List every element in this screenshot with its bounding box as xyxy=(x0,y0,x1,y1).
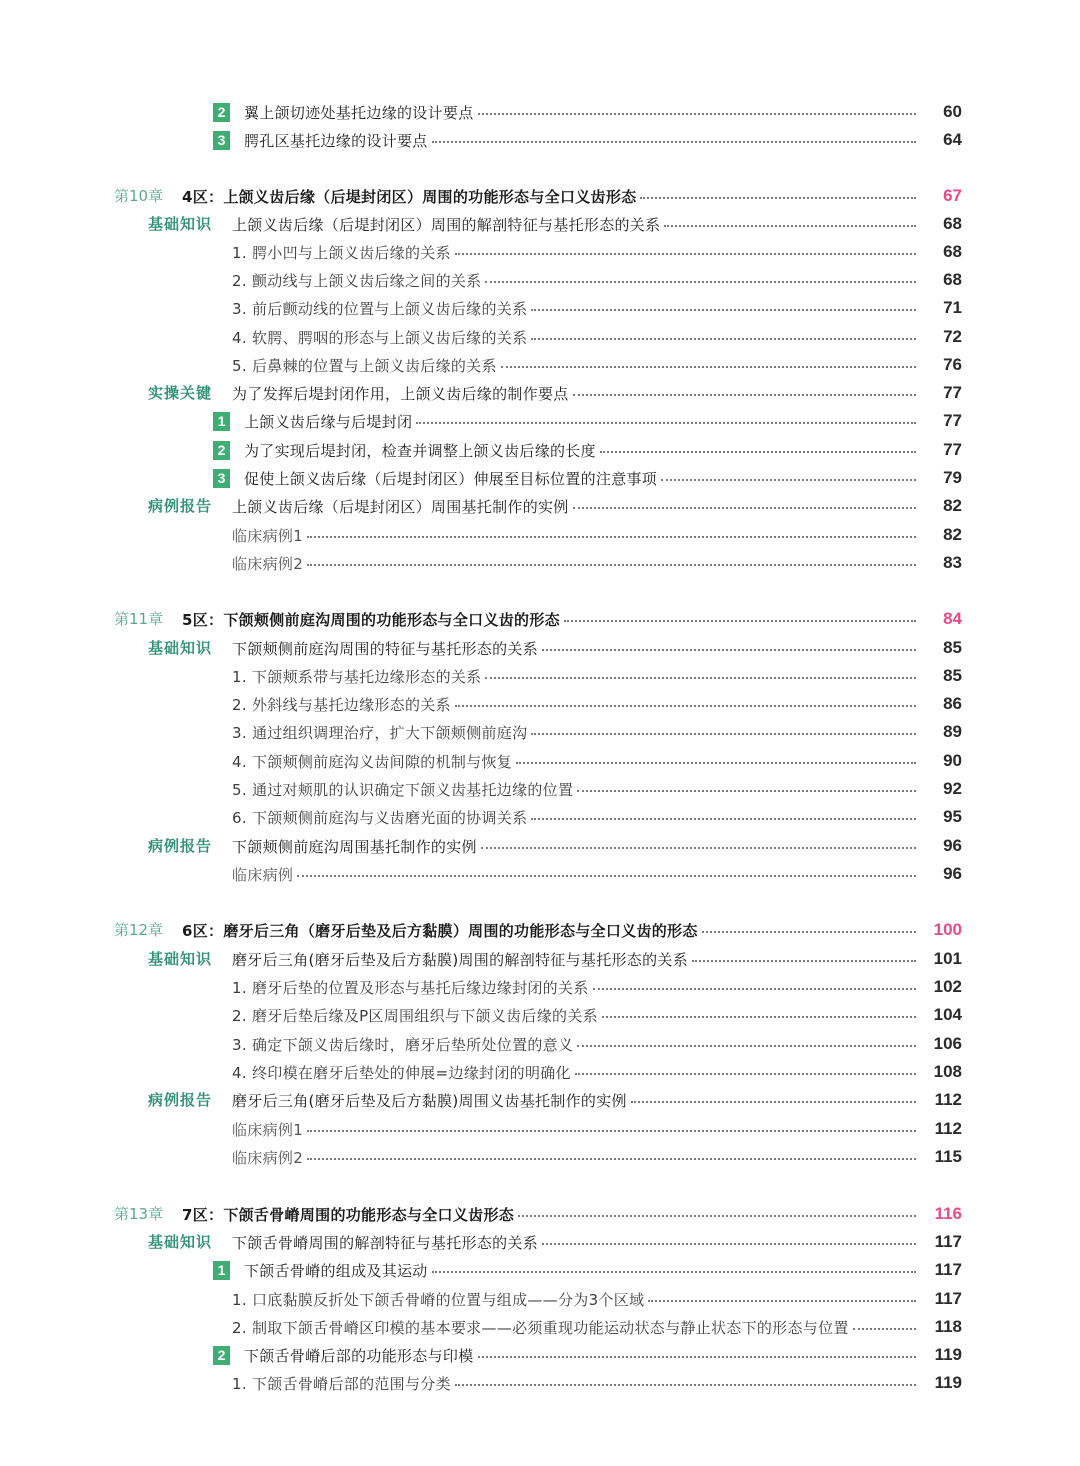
page-number: 117 xyxy=(934,1289,962,1308)
page-number: 116 xyxy=(934,1204,962,1223)
dot-leader xyxy=(297,875,916,877)
entry-title: 下颌颊侧前庭沟周围基托制作的实例 xyxy=(232,837,477,856)
chapter-row xyxy=(182,605,962,633)
entry-title: 6区：磨牙后三角（磨牙后垫及后方黏膜）周围的功能形态与全口义齿的形态 xyxy=(182,921,698,940)
toc-row xyxy=(232,238,962,266)
entry-title: 5. 通过对颊肌的认识确定下颌义齿基托边缘的位置 xyxy=(232,780,574,799)
dot-leader xyxy=(531,733,916,735)
section-label: 病例报告 xyxy=(148,497,213,515)
entry-title: 磨牙后三角(磨牙后垫及后方黏膜)周围的解剖特征与基托形态的关系 xyxy=(232,950,689,969)
page-number: 68 xyxy=(943,242,962,261)
page-number: 96 xyxy=(943,864,962,883)
toc-row xyxy=(213,407,962,435)
toc-row xyxy=(213,126,962,154)
toc-row xyxy=(232,747,962,775)
page-number: 85 xyxy=(943,666,962,685)
subsection-number-badge: 3 xyxy=(213,131,230,150)
subsection-number-badge: 3 xyxy=(213,469,230,488)
dot-leader xyxy=(661,479,916,481)
entry-title: 下颌颊侧前庭沟周围的特征与基托形态的关系 xyxy=(232,639,539,658)
dot-leader xyxy=(455,253,916,255)
page-number: 92 xyxy=(943,779,962,798)
toc-row xyxy=(232,351,962,379)
dot-leader xyxy=(600,451,916,453)
subsection-number-badge: 1 xyxy=(213,412,230,431)
entry-title: 临床病例1 xyxy=(232,1120,304,1139)
toc-row xyxy=(232,718,962,746)
page-number: 118 xyxy=(934,1317,962,1336)
dot-leader xyxy=(432,1271,916,1273)
subsection-number-badge: 2 xyxy=(213,441,230,460)
dot-leader xyxy=(573,394,916,396)
entry-title: 4. 下颌颊侧前庭沟义齿间隙的机制与恢复 xyxy=(232,752,513,771)
toc-row xyxy=(232,1369,962,1397)
page-number: 101 xyxy=(933,949,962,968)
dot-leader xyxy=(432,141,916,143)
section-row xyxy=(232,1228,962,1256)
dot-leader xyxy=(702,931,916,933)
page-number: 85 xyxy=(943,638,962,657)
toc-row xyxy=(232,1058,962,1086)
page-number: 82 xyxy=(943,496,962,515)
dot-leader xyxy=(307,1158,916,1160)
entry-title: 2. 颤动线与上颌义齿后缘之间的关系 xyxy=(232,271,482,290)
dot-leader xyxy=(575,1073,916,1075)
subsection-number-badge: 2 xyxy=(213,1346,230,1365)
page-number: 84 xyxy=(943,609,962,628)
toc-row xyxy=(232,1001,962,1029)
page-number: 76 xyxy=(943,355,962,374)
toc-row xyxy=(232,521,962,549)
dot-leader xyxy=(664,225,916,227)
entry-title: 5区：下颌颊侧前庭沟周围的功能形态与全口义齿的形态 xyxy=(182,610,560,629)
page-number: 112 xyxy=(934,1119,962,1138)
dot-leader xyxy=(648,1300,916,1302)
dot-leader xyxy=(307,536,916,538)
section-label: 基础知识 xyxy=(148,215,213,233)
entry-title: 1. 口底黏膜反折处下颌舌骨嵴的位置与组成——分为3个区域 xyxy=(232,1290,645,1309)
entry-title: 为了实现后堤封闭，检查并调整上颌义齿后缘的长度 xyxy=(244,441,596,460)
dot-leader xyxy=(516,762,916,764)
chapter-number: 第10章 xyxy=(114,187,164,205)
page-number: 82 xyxy=(943,525,962,544)
page-number: 68 xyxy=(943,270,962,289)
section-label: 基础知识 xyxy=(148,950,213,968)
page-number: 108 xyxy=(933,1062,962,1081)
section-label: 基础知识 xyxy=(148,1233,213,1251)
page-number: 95 xyxy=(943,807,962,826)
dot-leader xyxy=(573,507,916,509)
chapter-number: 第11章 xyxy=(114,610,164,628)
dot-leader xyxy=(593,988,916,990)
entry-title: 上颌义齿后缘（后堤封闭区）周围基托制作的实例 xyxy=(232,497,569,516)
dot-leader xyxy=(478,1356,916,1358)
section-row xyxy=(232,832,962,860)
page-number: 77 xyxy=(943,411,962,430)
dot-leader xyxy=(478,113,916,115)
dot-leader xyxy=(531,309,916,311)
page-number: 117 xyxy=(934,1232,962,1251)
toc-row xyxy=(213,98,962,126)
entry-title: 临床病例1 xyxy=(232,526,304,545)
page-number: 67 xyxy=(943,186,962,205)
page-number: 86 xyxy=(943,694,962,713)
subsection-number-badge: 1 xyxy=(213,1261,230,1280)
subsection-number-badge: 2 xyxy=(213,103,230,122)
toc-row xyxy=(232,662,962,690)
entry-title: 1. 腭小凹与上颌义齿后缘的关系 xyxy=(232,243,451,262)
entry-title: 1. 下颌舌骨嵴后部的范围与分类 xyxy=(232,1374,451,1393)
dot-leader xyxy=(531,818,916,820)
dot-leader xyxy=(485,677,916,679)
dot-leader xyxy=(640,197,916,199)
dot-leader xyxy=(602,1016,916,1018)
toc-row xyxy=(232,1143,962,1171)
section-label: 病例报告 xyxy=(148,1091,213,1109)
section-row xyxy=(232,492,962,520)
page-number: 79 xyxy=(943,468,962,487)
chapter-row xyxy=(182,916,962,944)
toc-row xyxy=(213,1341,962,1369)
dot-leader xyxy=(542,649,916,651)
page-number: 89 xyxy=(943,722,962,741)
toc-row xyxy=(232,549,962,577)
dot-leader xyxy=(455,705,916,707)
page-number: 72 xyxy=(943,327,962,346)
entry-title: 4. 终印模在磨牙后垫处的伸展=边缘封闭的明确化 xyxy=(232,1063,571,1082)
dot-leader xyxy=(692,960,916,962)
section-row xyxy=(232,945,962,973)
section-label: 病例报告 xyxy=(148,837,213,855)
dot-leader xyxy=(455,1384,916,1386)
section-row xyxy=(232,1086,962,1114)
toc-row xyxy=(232,1030,962,1058)
entry-title: 1. 下颌颊系带与基托边缘形态的关系 xyxy=(232,667,482,686)
dot-leader xyxy=(531,338,916,340)
toc-row xyxy=(213,464,962,492)
toc-row xyxy=(232,294,962,322)
toc-row xyxy=(232,973,962,1001)
entry-title: 下颌舌骨嵴周围的解剖特征与基托形态的关系 xyxy=(232,1233,539,1252)
dot-leader xyxy=(416,422,916,424)
entry-title: 2. 磨牙后垫后缘及P区周围组织与下颌义齿后缘的关系 xyxy=(232,1006,598,1025)
entry-title: 下颌舌骨嵴的组成及其运动 xyxy=(244,1261,428,1280)
page-number: 106 xyxy=(933,1034,962,1053)
dot-leader xyxy=(564,620,916,622)
page-number: 104 xyxy=(933,1005,962,1024)
page-number: 100 xyxy=(933,920,962,939)
entry-title: 腭孔区基托边缘的设计要点 xyxy=(244,131,428,150)
page-number: 90 xyxy=(943,751,962,770)
entry-title: 上颌义齿后缘（后堤封闭区）周围的解剖特征与基托形态的关系 xyxy=(232,215,661,234)
dot-leader xyxy=(577,1045,916,1047)
page-number: 102 xyxy=(933,977,962,996)
toc-row xyxy=(232,1313,962,1341)
page-number: 115 xyxy=(934,1147,962,1166)
chapter-row xyxy=(182,182,962,210)
toc-row xyxy=(232,775,962,803)
page-number: 64 xyxy=(943,130,962,149)
entry-title: 3. 前后颤动线的位置与上颌义齿后缘的关系 xyxy=(232,299,528,318)
chapter-number: 第12章 xyxy=(114,921,164,939)
entry-title: 2. 外斜线与基托边缘形态的关系 xyxy=(232,695,451,714)
page-number: 77 xyxy=(943,440,962,459)
toc-row xyxy=(232,1115,962,1143)
dot-leader xyxy=(577,790,916,792)
toc-row xyxy=(232,323,962,351)
entry-title: 促使上颌义齿后缘（后堤封闭区）伸展至目标位置的注意事项 xyxy=(244,469,658,488)
entry-title: 5. 后鼻棘的位置与上颌义齿后缘的关系 xyxy=(232,356,497,375)
toc-row xyxy=(232,266,962,294)
entry-title: 磨牙后三角(磨牙后垫及后方黏膜)周围义齿基托制作的实例 xyxy=(232,1091,627,1110)
section-row xyxy=(232,210,962,238)
dot-leader xyxy=(501,366,916,368)
toc-row xyxy=(232,690,962,718)
section-row xyxy=(232,379,962,407)
entry-title: 上颌义齿后缘与后堤封闭 xyxy=(244,412,413,431)
entry-title: 1. 磨牙后垫的位置及形态与基托后缘边缘封闭的关系 xyxy=(232,978,589,997)
page-number: 112 xyxy=(934,1090,962,1109)
page-number: 71 xyxy=(943,298,962,317)
section-label: 实操关键 xyxy=(148,384,213,402)
dot-leader xyxy=(307,564,916,566)
entry-title: 3. 通过组织调理治疗，扩大下颌颊侧前庭沟 xyxy=(232,723,528,742)
chapter-row xyxy=(182,1200,962,1228)
entry-title: 4. 软腭、腭咽的形态与上颌义齿后缘的关系 xyxy=(232,328,528,347)
entry-title: 7区：下颌舌骨嵴周围的功能形态与全口义齿形态 xyxy=(182,1205,515,1224)
toc-row xyxy=(213,1256,962,1284)
chapter-number: 第13章 xyxy=(114,1205,164,1223)
entry-title: 下颌舌骨嵴后部的功能形态与印模 xyxy=(244,1346,474,1365)
dot-leader xyxy=(853,1328,916,1330)
page-number: 96 xyxy=(943,836,962,855)
page-number: 117 xyxy=(934,1260,962,1279)
toc-row xyxy=(213,436,962,464)
page-number: 68 xyxy=(943,214,962,233)
dot-leader xyxy=(485,281,916,283)
page-number: 119 xyxy=(934,1373,962,1392)
page-number: 60 xyxy=(943,102,962,121)
entry-title: 6. 下颌颊侧前庭沟与义齿磨光面的协调关系 xyxy=(232,808,528,827)
dot-leader xyxy=(542,1243,916,1245)
dot-leader xyxy=(631,1101,916,1103)
dot-leader xyxy=(518,1215,916,1217)
toc-row xyxy=(232,803,962,831)
entry-title: 2. 制取下颌舌骨嵴区印模的基本要求——必须重现功能运动状态与静止状态下的形态与位置 xyxy=(232,1318,849,1337)
entry-title: 为了发挥后堤封闭作用，上颌义齿后缘的制作要点 xyxy=(232,384,569,403)
page-number: 119 xyxy=(934,1345,962,1364)
page-number: 83 xyxy=(943,553,962,572)
section-label: 基础知识 xyxy=(148,639,213,657)
entry-title: 翼上颌切迹处基托边缘的设计要点 xyxy=(244,103,474,122)
dot-leader xyxy=(307,1130,916,1132)
entry-title: 临床病例2 xyxy=(232,1148,304,1167)
entry-title: 临床病例 xyxy=(232,865,294,884)
page-number: 77 xyxy=(943,383,962,402)
toc-row xyxy=(232,860,962,888)
toc-row xyxy=(232,1285,962,1313)
entry-title: 临床病例2 xyxy=(232,554,304,573)
entry-title: 3. 确定下颌义齿后缘时，磨牙后垫所处位置的意义 xyxy=(232,1035,574,1054)
section-row xyxy=(232,634,962,662)
entry-title: 4区：上颌义齿后缘（后堤封闭区）周围的功能形态与全口义齿形态 xyxy=(182,187,637,206)
dot-leader xyxy=(481,847,916,849)
